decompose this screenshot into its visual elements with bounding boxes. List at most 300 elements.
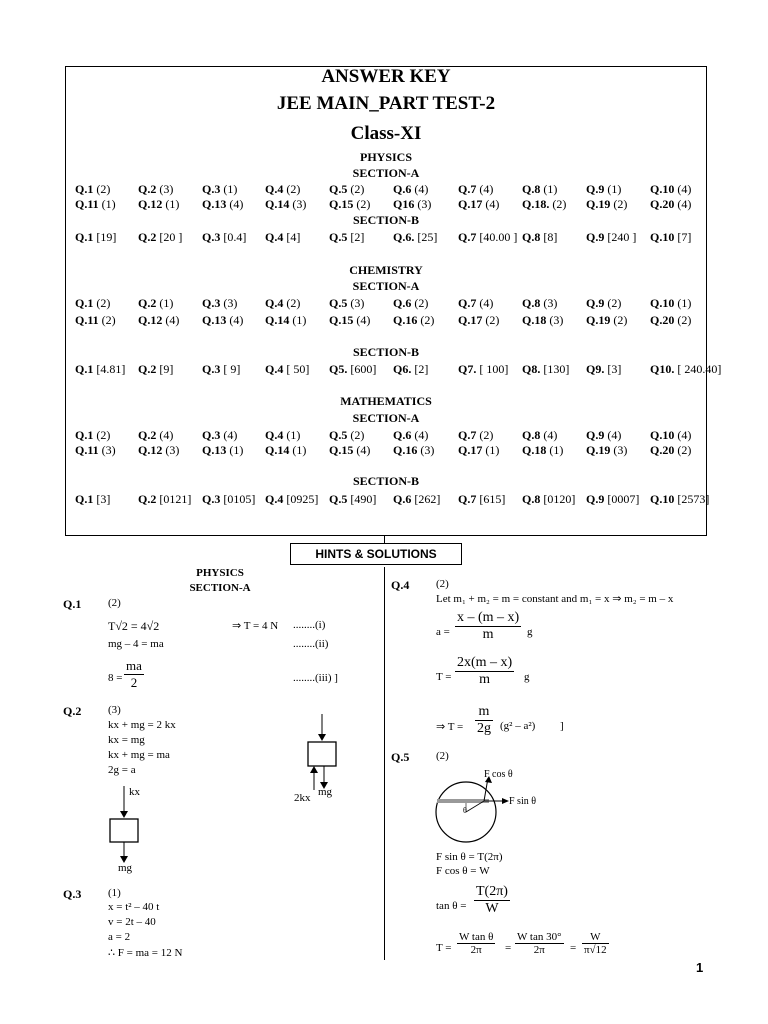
- answer-value: [19]: [93, 230, 117, 244]
- question-number: Q.2: [138, 230, 157, 244]
- mathematics-section-b: SECTION-B: [352, 474, 420, 488]
- answer-value: (1): [162, 197, 180, 211]
- q3-answer: (1): [108, 887, 121, 899]
- q4-answer: (2): [436, 578, 449, 590]
- question-number: Q.4: [265, 362, 284, 376]
- q5-eq-sign-1: =: [505, 942, 512, 954]
- answer-cell: [650, 230, 691, 245]
- answer-cell: [522, 443, 563, 458]
- answer-cell: [458, 492, 505, 507]
- answer-cell: [458, 197, 499, 212]
- q4-t-lhs: T =: [436, 671, 452, 683]
- answer-cell: [522, 230, 557, 245]
- answer-value: (3): [156, 182, 174, 196]
- q3-eq2: v = 2t – 40: [108, 916, 156, 928]
- page-number: 1: [696, 960, 704, 975]
- q1-eq1: T√2 = 4√2: [108, 619, 160, 633]
- question-number: Q.14: [265, 197, 290, 211]
- q1-eq2: mg – 4 = ma: [108, 638, 164, 650]
- question-number: Q6.: [393, 362, 412, 376]
- q4-f-end: ]: [560, 720, 564, 732]
- answer-value: [0007]: [604, 492, 640, 506]
- answer-value: (2): [417, 313, 435, 327]
- answer-key-title: ANSWER KEY: [321, 66, 451, 87]
- question-number: Q9.: [586, 362, 605, 376]
- answer-value: (3): [540, 296, 558, 310]
- answer-cell: [75, 182, 110, 197]
- answer-cell: [522, 197, 566, 212]
- answer-value: (2): [674, 313, 692, 327]
- class-name: Class-XI: [350, 123, 422, 144]
- physics-section-b: SECTION-B: [352, 213, 420, 227]
- hints-section-a: SECTION-A: [189, 582, 251, 594]
- q4-a-lhs: a =: [436, 626, 450, 638]
- question-number: Q.16: [393, 443, 418, 457]
- question-number: Q.5: [329, 296, 348, 310]
- question-number: Q.5: [329, 230, 348, 244]
- answer-value: (2): [347, 428, 365, 442]
- answer-value: (3): [220, 296, 238, 310]
- question-number: Q.10: [650, 492, 675, 506]
- question-number: Q.17: [458, 313, 483, 327]
- answer-value: (2): [610, 313, 628, 327]
- question-number: Q.7: [458, 428, 477, 442]
- q3-eq1: x = t² – 40 t: [108, 901, 160, 913]
- question-number: Q.1: [75, 230, 94, 244]
- answer-cell: [393, 362, 428, 377]
- question-number: Q.3: [202, 428, 221, 442]
- answer-value: [240 ]: [604, 230, 637, 244]
- answer-value: (2): [604, 296, 622, 310]
- answer-cell: [586, 296, 621, 311]
- question-number: Q10.: [650, 362, 675, 376]
- question-number: Q.7: [458, 296, 477, 310]
- answer-value: [0121]: [156, 492, 192, 506]
- question-number: Q.7: [458, 492, 477, 506]
- answer-cell: [393, 230, 437, 245]
- answer-value: [0120]: [540, 492, 576, 506]
- answer-value: (4): [162, 313, 180, 327]
- question-number: Q.9: [586, 428, 605, 442]
- answer-cell: [265, 296, 300, 311]
- question-number: Q.2: [138, 296, 157, 310]
- answer-cell: [522, 296, 557, 311]
- q5-tan-fraction: [474, 884, 510, 917]
- question-number: Q.6: [393, 182, 412, 196]
- answer-value: (4): [476, 296, 494, 310]
- q2-block-diagram-2: [300, 712, 350, 794]
- answer-cell: [138, 197, 179, 212]
- answer-value: (1): [546, 443, 564, 457]
- answer-value: (1): [604, 182, 622, 196]
- answer-value: (2): [411, 296, 429, 310]
- q2-eq2: kx = mg: [108, 734, 145, 746]
- answer-value: (2): [283, 182, 301, 196]
- question-number: Q.10: [650, 296, 675, 310]
- question-number: Q.18.: [522, 197, 550, 211]
- answer-value: (4): [411, 182, 429, 196]
- answer-cell: [650, 362, 721, 377]
- question-number: Q.17: [458, 197, 483, 211]
- q4-t-rhs: g: [524, 671, 530, 683]
- question-number: Q5.: [329, 362, 348, 376]
- answer-value: [130]: [540, 362, 570, 376]
- q4-f-rhs: (g² – a²): [500, 720, 536, 732]
- answer-cell: [202, 492, 255, 507]
- q5-t-lhs: T =: [436, 942, 452, 954]
- q3-eq4: ∴ F = ma = 12 N: [108, 947, 183, 959]
- answer-cell: [522, 313, 563, 328]
- question-number: Q.19: [586, 313, 611, 327]
- question-number: Q.2: [138, 492, 157, 506]
- question-number: Q7.: [458, 362, 477, 376]
- q4-a-den: m: [482, 627, 494, 642]
- answer-cell: [586, 428, 621, 443]
- q2-fig2-mg: mg: [318, 786, 333, 798]
- chemistry-section-a: SECTION-A: [352, 279, 420, 293]
- answer-cell: [522, 362, 569, 377]
- q5-t-fraction-3: [582, 931, 609, 956]
- q5-tan-den: W: [485, 901, 499, 916]
- answer-cell: [138, 182, 173, 197]
- question-number: Q.3: [202, 230, 221, 244]
- answer-value: (1): [283, 428, 301, 442]
- answer-value: (3): [414, 197, 432, 211]
- answer-value: (3): [347, 296, 365, 310]
- answer-value: (3): [162, 443, 180, 457]
- question-number: Q.10: [650, 182, 675, 196]
- answer-value: (2): [482, 313, 500, 327]
- answer-cell: [202, 197, 243, 212]
- q2-eq1: kx + mg = 2 kx: [108, 719, 176, 731]
- answer-value: (4): [156, 428, 174, 442]
- answer-value: (1): [220, 182, 238, 196]
- answer-value: (4): [353, 443, 371, 457]
- answer-value: [ 240.40]: [674, 362, 722, 376]
- q5-tan-lhs: tan θ =: [436, 900, 467, 912]
- answer-value: [615]: [476, 492, 506, 506]
- question-number: Q.15: [329, 313, 354, 327]
- q3-label: Q.3: [63, 887, 82, 901]
- mathematics-section-a: SECTION-A: [352, 411, 420, 425]
- answer-value: (3): [610, 443, 628, 457]
- question-number: Q.13: [202, 197, 227, 211]
- q1-eq3-num: ma: [126, 658, 142, 673]
- answer-cell: [586, 182, 621, 197]
- answer-cell: [138, 492, 191, 507]
- question-number: Q.13: [202, 443, 227, 457]
- answer-cell: [265, 197, 306, 212]
- answer-cell: [393, 313, 434, 328]
- q1-eq3-lhs: 8 =: [108, 672, 123, 684]
- answer-cell: [75, 230, 116, 245]
- chemistry-heading: CHEMISTRY: [349, 263, 423, 277]
- question-number: Q.19: [586, 197, 611, 211]
- q4-label: Q.4: [391, 578, 410, 592]
- question-number: Q.17: [458, 443, 483, 457]
- q1-eq3-fraction: [124, 658, 144, 691]
- q2-fig1-kx: kx: [129, 786, 140, 798]
- question-number: Q8.: [522, 362, 541, 376]
- answer-value: (4): [674, 182, 692, 196]
- q5-fig-fsin: F sin θ: [509, 796, 537, 807]
- chemistry-section-b: SECTION-B: [352, 345, 420, 359]
- q5-circle-diagram: [432, 770, 512, 850]
- answer-cell: [265, 362, 309, 377]
- answer-cell: [265, 428, 300, 443]
- answer-cell: [522, 182, 557, 197]
- question-number: Q.16: [393, 313, 418, 327]
- answer-value: [2573]: [674, 492, 710, 506]
- answer-value: [4]: [283, 230, 301, 244]
- answer-value: [2]: [411, 362, 429, 376]
- question-number: Q.1: [75, 428, 94, 442]
- answer-value: (1): [289, 313, 307, 327]
- question-number: Q.20: [650, 443, 675, 457]
- answer-value: (2): [98, 313, 116, 327]
- answer-value: (4): [226, 197, 244, 211]
- answer-cell: [265, 492, 318, 507]
- question-number: Q.2: [138, 428, 157, 442]
- answer-cell: [458, 296, 493, 311]
- answer-cell: [265, 182, 300, 197]
- question-number: Q.14: [265, 443, 290, 457]
- answer-cell: [586, 230, 636, 245]
- answer-cell: [202, 443, 243, 458]
- answer-cell: [393, 197, 431, 212]
- answer-cell: [138, 443, 179, 458]
- answer-value: [40.00 ]: [476, 230, 518, 244]
- question-number: Q.12: [138, 443, 163, 457]
- answer-value: [262]: [411, 492, 441, 506]
- q4-f-lhs: ⇒ T =: [436, 721, 464, 733]
- q5-t2-den: 2π: [533, 944, 545, 956]
- question-number: Q.6: [393, 428, 412, 442]
- answer-value: (3): [546, 313, 564, 327]
- answer-value: (1): [482, 443, 500, 457]
- answer-value: (2): [476, 428, 494, 442]
- mathematics-heading: MATHEMATICS: [340, 394, 432, 408]
- question-number: Q.9: [586, 296, 605, 310]
- answer-cell: [138, 230, 182, 245]
- question-number: Q.2: [138, 182, 157, 196]
- answer-value: (1): [98, 197, 116, 211]
- q5-t2-num: W tan 30°: [517, 931, 562, 943]
- question-number: Q.1: [75, 492, 94, 506]
- q5-label: Q.5: [391, 750, 410, 764]
- question-number: Q.12: [138, 313, 163, 327]
- answer-cell: [586, 443, 627, 458]
- q4-a-num: x – (m – x): [457, 610, 520, 625]
- answer-value: [7]: [674, 230, 692, 244]
- question-number: Q16: [393, 197, 415, 211]
- q2-eq3: kx + mg = ma: [108, 749, 170, 761]
- answer-cell: [329, 443, 370, 458]
- answer-cell: [650, 443, 691, 458]
- question-number: Q.4: [265, 230, 284, 244]
- answer-cell: [393, 443, 434, 458]
- answer-cell: [75, 362, 125, 377]
- answer-value: [3]: [604, 362, 622, 376]
- q2-eq4: 2g = a: [108, 764, 136, 776]
- answer-value: (4): [674, 197, 692, 211]
- answer-value: (2): [93, 428, 111, 442]
- question-number: Q.18: [522, 313, 547, 327]
- answer-cell: [586, 313, 627, 328]
- answer-value: (4): [220, 428, 238, 442]
- q4-t-num: 2x(m – x): [457, 655, 513, 670]
- answer-value: [0105]: [220, 492, 256, 506]
- answer-cell: [329, 362, 376, 377]
- question-number: Q.3: [202, 296, 221, 310]
- question-number: Q.5: [329, 182, 348, 196]
- question-number: Q.4: [265, 428, 284, 442]
- column-divider: [384, 567, 385, 960]
- q2-label: Q.2: [63, 704, 82, 718]
- answer-cell: [202, 230, 246, 245]
- q4-f-den: 2g: [477, 721, 491, 736]
- answer-value: (1): [540, 182, 558, 196]
- question-number: Q.11: [75, 197, 99, 211]
- hints-physics-heading: PHYSICS: [196, 567, 244, 579]
- q4-setup: Let m₁ + m₂ = m = constant and m₁ = x ⇒ m₂ = m – x: [436, 593, 674, 605]
- answer-value: [8]: [540, 230, 558, 244]
- question-number: Q.6.: [393, 230, 415, 244]
- answer-cell: [393, 492, 440, 507]
- hints-solutions-title: HINTS & SOLUTIONS: [290, 543, 462, 565]
- answer-cell: [265, 313, 306, 328]
- answer-cell: [329, 313, 370, 328]
- answer-value: (2): [283, 296, 301, 310]
- answer-cell: [329, 230, 364, 245]
- answer-value: (2): [93, 296, 111, 310]
- answer-cell: [650, 492, 709, 507]
- answer-value: [4.81]: [93, 362, 126, 376]
- q2-fig2-2kx: 2kx: [294, 792, 311, 804]
- answer-value: (2): [347, 182, 365, 196]
- question-number: Q.2: [138, 362, 157, 376]
- question-number: Q.12: [138, 197, 163, 211]
- question-number: Q.8: [522, 492, 541, 506]
- answer-value: (1): [674, 296, 692, 310]
- answer-value: [0.4]: [220, 230, 247, 244]
- question-number: Q.7: [458, 182, 477, 196]
- q5-eq2: F cos θ = W: [436, 865, 490, 877]
- answer-value: (4): [540, 428, 558, 442]
- answer-value: (1): [156, 296, 174, 310]
- answer-value: [9]: [156, 362, 174, 376]
- answer-cell: [458, 230, 517, 245]
- q4-f-num: m: [475, 704, 493, 721]
- q4-a-fraction: [455, 610, 521, 643]
- answer-cell: [75, 313, 116, 328]
- physics-section-a: SECTION-A: [352, 166, 420, 180]
- question-number: Q.1: [75, 296, 94, 310]
- question-number: Q.3: [202, 182, 221, 196]
- question-number: Q.15: [329, 443, 354, 457]
- answer-cell: [202, 182, 237, 197]
- answer-value: (2): [549, 197, 567, 211]
- question-number: Q.4: [265, 296, 284, 310]
- question-number: Q.20: [650, 313, 675, 327]
- answer-value: (3): [417, 443, 435, 457]
- answer-cell: [75, 428, 110, 443]
- question-number: Q.15: [329, 197, 354, 211]
- question-number: Q.6: [393, 492, 412, 506]
- q1-eq3-den: 2: [130, 675, 138, 690]
- answer-value: (3): [289, 197, 307, 211]
- q1-eq3-tag: ........(iii) ]: [293, 672, 338, 684]
- answer-value: [20 ]: [156, 230, 183, 244]
- question-number: Q.14: [265, 313, 290, 327]
- question-number: Q.5: [329, 428, 348, 442]
- question-number: Q.8: [522, 428, 541, 442]
- answer-cell: [586, 197, 627, 212]
- q1-eq1-result: ⇒ T = 4 N: [232, 620, 279, 632]
- question-number: Q.9: [586, 182, 605, 196]
- question-number: Q.3: [202, 362, 221, 376]
- answer-cell: [329, 296, 364, 311]
- q1-label: Q.1: [63, 597, 82, 611]
- answer-cell: [202, 362, 240, 377]
- answer-cell: [393, 296, 428, 311]
- question-number: Q.8: [522, 296, 541, 310]
- question-number: Q.8: [522, 230, 541, 244]
- answer-cell: [522, 428, 557, 443]
- answer-value: [ 100]: [476, 362, 509, 376]
- answer-cell: [329, 197, 370, 212]
- q1-eq2-tag: ........(ii): [293, 638, 329, 650]
- answer-cell: [329, 492, 376, 507]
- question-number: Q.18: [522, 443, 547, 457]
- answer-cell: [458, 428, 493, 443]
- answer-cell: [650, 313, 691, 328]
- answer-cell: [586, 362, 621, 377]
- q5-eq-sign-2: =: [570, 942, 577, 954]
- answer-value: (2): [93, 182, 111, 196]
- q2-fig1-mg: mg: [118, 862, 133, 874]
- q5-t-fraction-2: [515, 931, 564, 956]
- answer-value: (2): [353, 197, 371, 211]
- answer-value: [ 50]: [283, 362, 310, 376]
- question-number: Q.7: [458, 230, 477, 244]
- q4-a-rhs: g: [527, 626, 533, 638]
- answer-value: [2]: [347, 230, 365, 244]
- q3-eq3: a = 2: [108, 931, 131, 943]
- answer-cell: [458, 362, 508, 377]
- answer-cell: [75, 296, 110, 311]
- answer-cell: [75, 197, 116, 212]
- answer-value: (4): [482, 197, 500, 211]
- answer-value: (4): [674, 428, 692, 442]
- answer-value: (4): [226, 313, 244, 327]
- answer-cell: [75, 492, 110, 507]
- question-number: Q.9: [586, 230, 605, 244]
- answer-value: [ 9]: [220, 362, 241, 376]
- answer-value: (1): [226, 443, 244, 457]
- answer-cell: [650, 428, 691, 443]
- q4-t-den: m: [479, 672, 491, 687]
- answer-value: (4): [411, 428, 429, 442]
- answer-cell: [329, 182, 364, 197]
- question-number: Q.13: [202, 313, 227, 327]
- q5-t1-den: 2π: [470, 944, 482, 956]
- q5-answer: (2): [436, 750, 449, 762]
- answer-value: [600]: [347, 362, 377, 376]
- answer-cell: [458, 443, 499, 458]
- answer-cell: [138, 313, 179, 328]
- answer-value: (1): [289, 443, 307, 457]
